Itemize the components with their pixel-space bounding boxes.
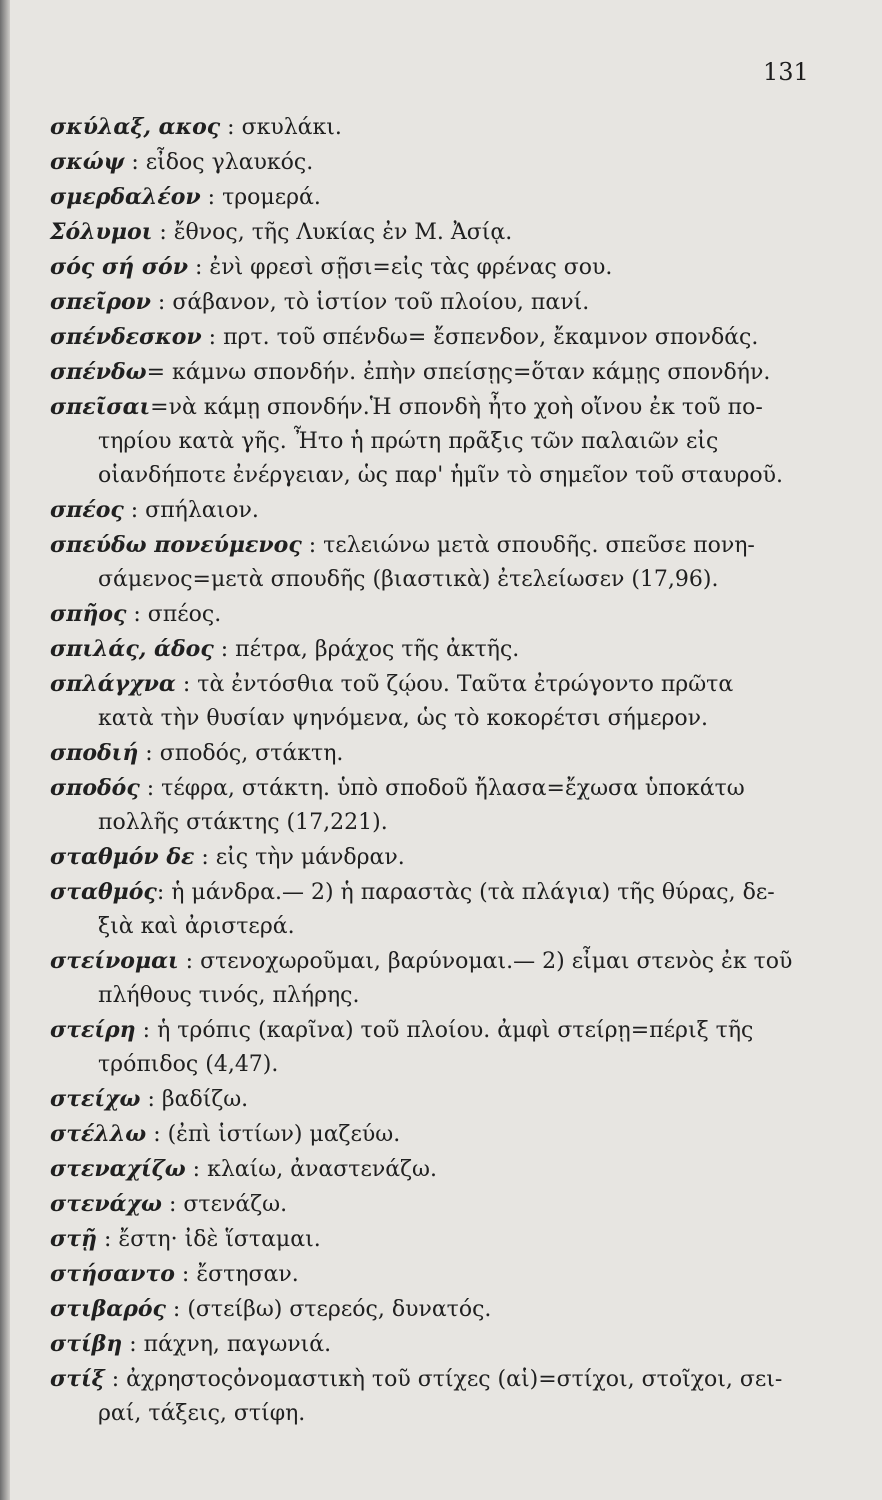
entry-definition: : στενάζω. bbox=[162, 1192, 288, 1217]
entry-definition: : σκυλάκι. bbox=[220, 115, 342, 140]
entry-continuation-line: πολλῆς στάκτης (17,221). bbox=[98, 810, 388, 835]
glossary-entry bbox=[50, 1327, 825, 1362]
entry-definition: : ἀχρηστοςὀνομαστικὴ τοῦ στίχες (αἱ)=στίχοι, στοῖχοι, σει- bbox=[104, 1367, 783, 1392]
glossary-entry bbox=[50, 736, 825, 771]
glossary-entry bbox=[50, 1257, 825, 1292]
glossary-entry bbox=[50, 1362, 825, 1431]
entry-definition: : σπέος. bbox=[126, 602, 222, 627]
entry-definition: =νὰ κάμῃ σπονδήν.Ἡ σπονδὴ ἦτο χοὴ οἴνου ἐκ τοῦ πο- bbox=[150, 395, 763, 420]
entry-definition: : τελειώνω μετὰ σπουδῆς. σπεῦσε πονη- bbox=[301, 533, 755, 558]
entry-headword: σταθμός bbox=[50, 879, 157, 905]
entry-continuation-line: σάμενος=μετὰ σπουδῆς (βιαστικὰ) ἐτελείωσεν (17,96). bbox=[98, 567, 719, 592]
glossary-entry bbox=[50, 944, 825, 1013]
entry-headword: σποδός bbox=[50, 775, 140, 801]
entry-definition: : ἡ μάνδρα.— 2) ἡ παραστὰς (τὰ πλάγια) τῆς θύρας, δε- bbox=[156, 880, 775, 905]
entry-headword: στείρη bbox=[50, 1017, 136, 1043]
entry-definition: : κλαίω, ἀναστενάζω. bbox=[185, 1157, 437, 1182]
glossary-entry bbox=[50, 597, 825, 632]
glossary-entry bbox=[50, 771, 825, 840]
entry-continuation-line: τρόπιδος (4,47). bbox=[98, 1052, 279, 1077]
glossary-entry bbox=[50, 840, 825, 875]
entry-headword: σπένδω bbox=[50, 359, 147, 385]
entry-headword: σπῆος bbox=[50, 601, 127, 627]
glossary-entry bbox=[50, 145, 825, 180]
glossary-entries bbox=[50, 110, 825, 1431]
glossary-entry bbox=[50, 667, 825, 736]
entry-definition: : εἶδος γλαυκός. bbox=[124, 150, 314, 175]
entry-headword: σταθμόν δε bbox=[50, 844, 195, 870]
entry-headword: σπιλάς, άδος bbox=[50, 636, 214, 662]
entry-headword: στήσαντο bbox=[50, 1261, 175, 1287]
entry-headword: σπεύδω πονεύμενος bbox=[50, 532, 302, 558]
entry-headword: στιβαρός bbox=[50, 1296, 166, 1322]
glossary-entry bbox=[50, 528, 825, 597]
entry-definition: : πάχνη, παγωνιά. bbox=[122, 1332, 332, 1357]
entry-headword: σποδιή bbox=[50, 740, 139, 766]
entry-continuation-line: πλήθους τινός, πλήρης. bbox=[98, 983, 360, 1008]
entry-headword: στίξ bbox=[50, 1366, 105, 1392]
entry-headword: σπεῖσαι bbox=[50, 394, 151, 420]
entry-definition: : σπήλαιον. bbox=[123, 498, 259, 523]
entry-headword: στίβη bbox=[50, 1331, 123, 1357]
entry-headword: σπένδεσκον bbox=[50, 324, 202, 350]
entry-definition: : βαδίζω. bbox=[140, 1087, 249, 1112]
entry-definition: : τὰ ἐντόσθια τοῦ ζῴου. Ταῦτα ἐτρώγοντο πρῶτα bbox=[175, 672, 734, 697]
glossary-entry bbox=[50, 875, 825, 944]
glossary-entry bbox=[50, 285, 825, 320]
glossary-entry bbox=[50, 1117, 825, 1152]
entry-headword: σός σή σόν bbox=[50, 254, 188, 280]
entry-headword: στείχω bbox=[50, 1086, 141, 1112]
entry-definition: : πέτρα, βράχος τῆς ἀκτῆς. bbox=[213, 637, 520, 662]
entry-continuation-line: τηρίου κατὰ γῆς. Ἦτο ἡ πρώτη πρᾶξις τῶν παλαιῶν εἰς bbox=[98, 429, 719, 454]
glossary-entry bbox=[50, 355, 825, 390]
entry-headword: σκώψ bbox=[50, 149, 125, 175]
page-number: 131 bbox=[763, 58, 809, 86]
glossary-entry bbox=[50, 1082, 825, 1117]
entry-headword: στείνομαι bbox=[50, 948, 179, 974]
glossary-entry bbox=[50, 1292, 825, 1327]
glossary-entry bbox=[50, 320, 825, 355]
entry-headword: στῇ bbox=[50, 1226, 98, 1252]
entry-definition: : πρτ. τοῦ σπένδω= ἔσπενδον, ἔκαμνον σπονδάς. bbox=[201, 325, 759, 350]
glossary-entry bbox=[50, 250, 825, 285]
glossary-entry bbox=[50, 180, 825, 215]
entry-headword: σκύλαξ, ακος bbox=[50, 114, 221, 140]
glossary-entry bbox=[50, 493, 825, 528]
entry-definition: : τρομερά. bbox=[200, 185, 321, 210]
entry-continuation-line: ραί, τάξεις, στίφη. bbox=[98, 1401, 306, 1426]
entry-definition: : ἔστησαν. bbox=[174, 1262, 299, 1287]
entry-headword: σπέος bbox=[50, 497, 124, 523]
entry-headword: Σόλυμοι bbox=[50, 219, 153, 245]
entry-continuation-line: οἱανδήποτε ἐνέργειαν, ὡς παρ' ἡμῖν τὸ σημεῖον τοῦ σταυροῦ. bbox=[98, 463, 783, 488]
entry-definition: : ἐνὶ φρεσὶ σῇσι=εἰς τὰς φρένας σου. bbox=[187, 255, 613, 280]
entry-definition: : σάβανον, τὸ ἱστίον τοῦ πλοίου, πανί. bbox=[150, 290, 590, 315]
entry-definition: : ἔστη· ἰδὲ ἵσταμαι. bbox=[97, 1227, 321, 1252]
glossary-entry bbox=[50, 110, 825, 145]
entry-headword: στεναχίζω bbox=[50, 1156, 186, 1182]
entry-definition: : ἡ τρόπις (καρῖνα) τοῦ πλοίου. ἀμφὶ στείρῃ=πέριξ τῆς bbox=[135, 1018, 754, 1043]
entry-definition: = κάμνω σπονδήν. ἐπὴν σπείσῃς=ὅταν κάμῃς σπονδήν. bbox=[146, 360, 771, 385]
glossary-entry bbox=[50, 632, 825, 667]
entry-headword: στενάχω bbox=[50, 1191, 163, 1217]
glossary-entry bbox=[50, 390, 825, 493]
entry-continuation-line: κατὰ τὴν θυσίαν ψηνόμενα, ὡς τὸ κοκορέτσι σήμερον. bbox=[98, 706, 709, 731]
entry-continuation-line: ξιὰ καὶ ἀριστερά. bbox=[98, 914, 295, 939]
entry-definition: : ἔθνος, τῆς Λυκίας ἐν Μ. Ἀσίᾳ. bbox=[152, 220, 513, 245]
entry-headword: σπεῖρον bbox=[50, 289, 151, 315]
glossary-entry bbox=[50, 215, 825, 250]
entry-definition: : τέφρα, στάκτη. ὑπὸ σποδοῦ ἤλασα=ἔχωσα ὑποκάτω bbox=[139, 776, 745, 801]
entry-headword: στέλλω bbox=[50, 1121, 147, 1147]
entry-headword: σπλάγχνα bbox=[50, 671, 176, 697]
glossary-entry bbox=[50, 1187, 825, 1222]
entry-definition: : (ἐπὶ ἱστίων) μαζεύω. bbox=[146, 1122, 401, 1147]
glossary-entry bbox=[50, 1152, 825, 1187]
entry-definition: : στενοχωροῦμαι, βαρύνομαι.— 2) εἶμαι στενὸς ἐκ τοῦ bbox=[178, 949, 793, 974]
entry-definition: : (στείβω) στερεός, δυνατός. bbox=[165, 1297, 492, 1322]
entry-definition: : εἰς τὴν μάνδραν. bbox=[194, 845, 405, 870]
glossary-entry bbox=[50, 1013, 825, 1082]
entry-headword: σμερδαλέον bbox=[50, 184, 201, 210]
glossary-entry bbox=[50, 1222, 825, 1257]
entry-definition: : σποδός, στάκτη. bbox=[138, 741, 344, 766]
